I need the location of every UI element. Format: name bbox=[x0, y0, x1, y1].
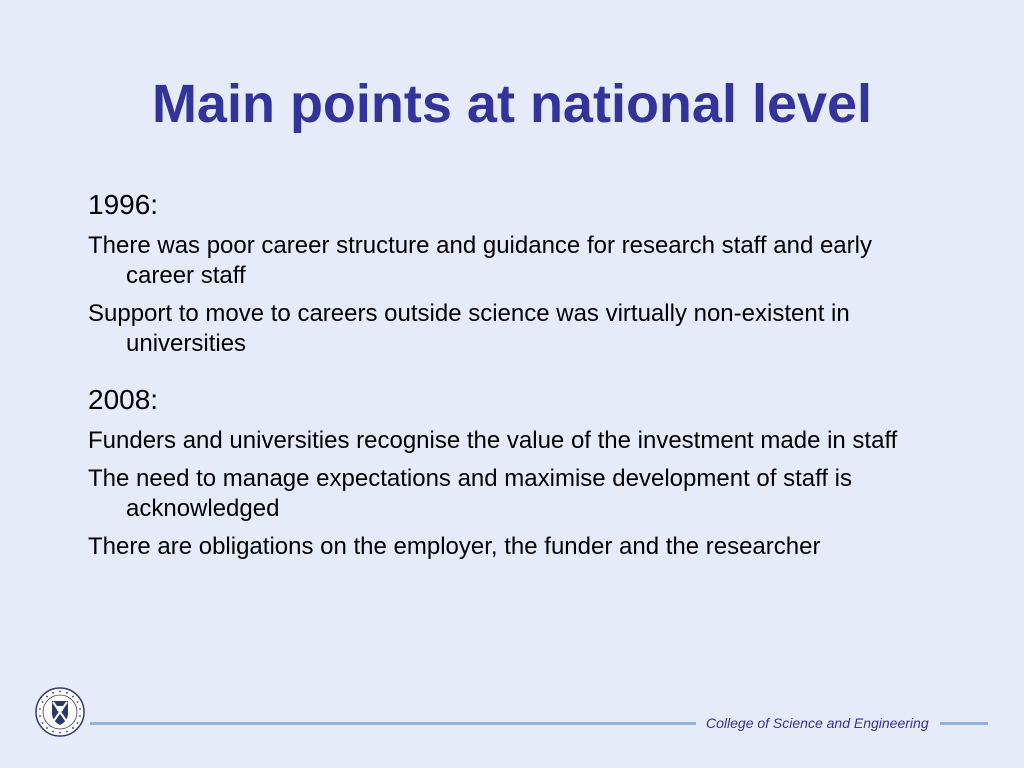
section-1996 bbox=[88, 184, 928, 359]
slide-content bbox=[88, 184, 928, 582]
footer-divider bbox=[940, 722, 988, 725]
footer-divider bbox=[90, 722, 696, 725]
footer-college-name: College of Science and Engineering bbox=[706, 715, 929, 731]
section-year: 1996: bbox=[88, 189, 159, 220]
section-year: 2008: bbox=[88, 384, 159, 415]
bullet-point: Funders and universities recognise the value of the investment made in staff bbox=[88, 427, 898, 454]
section-2008 bbox=[88, 379, 928, 562]
bullet-point: Support to move to careers outside science was virtually non-existent in universities bbox=[88, 300, 850, 357]
bullet-point: There are obligations on the employer, the funder and the researcher bbox=[88, 533, 821, 560]
bullet-point: The need to manage expectations and maximise development of staff is acknowledged bbox=[88, 465, 853, 522]
slide-title: Main points at national level bbox=[151, 74, 873, 134]
bullet-point: There was poor career structure and guidance for research staff and early career staff bbox=[88, 232, 872, 289]
university-crest-logo bbox=[34, 686, 86, 738]
